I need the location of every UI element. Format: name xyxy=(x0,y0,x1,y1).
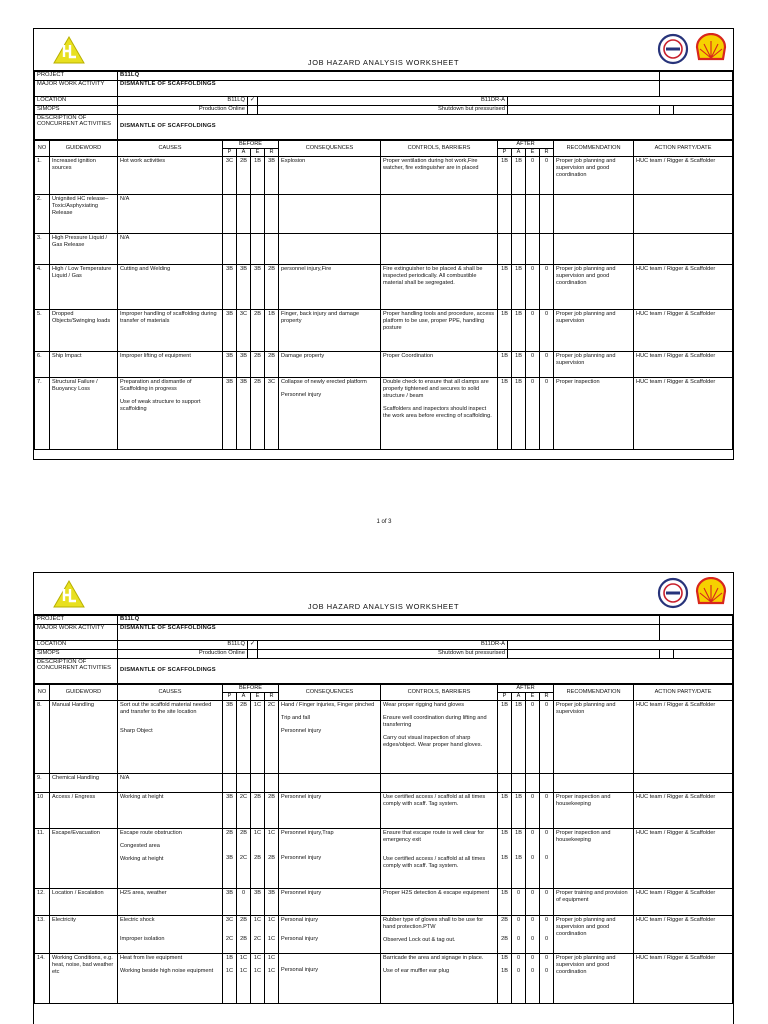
page-number: 1 of 3 xyxy=(376,519,392,525)
table-row: 14. Working Conditions, e.g. heat, noise, bad weather etc Heat from live equipment Working beside high noise equipment 1B 1C 1C 1C 1C 1C 1C 1C Personal injury Barricade the area and signage in place. Use of ear muffler ear plug 1B 1B 0 0 0 0 0 0 Proper job planning and supervision and good coordination HUC team / Rigger & Scaffolder xyxy=(35,953,733,1003)
simops-checkbox-1[interactable] xyxy=(248,650,258,659)
hazard-table-1: NO GUIDEWORD CAUSES BEFORE CONSEQUENCES CONTROLS, BARRIERS AFTER RECOMMENDATION ACTION PARTY/DATE P A E R P A E R 1. Increased ignition sources Hot work activities 3C 2B 1B 3B Explosion Proper ventilation during hot work,Fire watcher, fire extinguisher are in placed 1B 1B 0 0 Proper job planning and supervision and good coordination HUC team / Rigger & Scaffolder 2. Unignited HC release– Toxic/Asphyxiating Release N/A 3. High Pressure Liquid / Gas Release N/A 4. High / Low Temperature Liquid / Gas Cutting and Welding 3B 3B 3B 2B personnel injury,Fire Fire extinguisher to be placed & shall be inspected periodically. All combustible material shall be segregated. 1B 1B 0 0 Proper job planning and supervision and good coordination HUC team / Rigger & Scaffolder 5. Dropped Objects/Swinging loads Improper handling of scaffolding during transfer of materials 3B 3C 2B 1B Finger, back injury and damage property Proper handling tools and procedure, access platform to be use, proper PPE, handling posture 1B 1B 0 0 Proper job planning and supervision HUC team / Rigger & Scaffolder 6. Ship Impact Improper lifting of equipment 3B 3B 2B 2B Damage property Proper Coordination 1B 1B 0 0 Proper job planning and supervision HUC team / Rigger & Scaffolder 7. Structural Failure / Buoyancy Loss Preparation and dismantle of Scaffolding in progress Use of weak structure to support scaffolding 3B 3B 2B 3C Collapse of newly erected platform Personnel injury Double check to ensure that all clamps are properly tightened and secures to solid structure / beam Scaffolders and inspectors should inspect the work area before erecting of scaffolding. 1B 1B 0 0 Proper inspection HUC team / Rigger & Scaffolder xyxy=(34,140,733,450)
major-work-row: MAJOR WORK ACTIVITY DISMANTLE OF SCAFFOLDINGS xyxy=(35,625,733,641)
location-checkbox[interactable]: ✓ xyxy=(248,641,258,650)
table-row: 9. Chemical Handling N/A xyxy=(35,773,733,792)
partner-logos xyxy=(657,33,727,65)
location-checkbox[interactable]: ✓ xyxy=(248,97,258,106)
project-row: PROJECT B11LQ xyxy=(35,616,733,625)
table-row: 6. Ship Impact Improper lifting of equipment 3B 3B 2B 2B Damage property Proper Coordination 1B 1B 0 0 Proper job planning and supervision HUC team / Rigger & Scaffolder xyxy=(35,351,733,377)
project-info-table xyxy=(34,615,733,684)
hazard-table-2: NO GUIDEWORD CAUSES BEFORE CONSEQUENCES CONTROLS, BARRIERS AFTER RECOMMENDATION ACTION PARTY/DATE P A E R P A E R 8. Manual Handling Sort out the scaffold material needed and transfer to the site location Sharp Object 3B 2B 1C 2C Hand / Finger injuries, Finger pinched Trip and fall Personnel injury Wear proper rigging hand gloves Ensure well coordination during lifting and transferring Carry out visual inspection of sharp edges/object. Wear proper hand gloves. 1B 1B 0 0 Proper job planning and supervision HUC team / Rigger & Scaffolder 9. Chemical Handling N/A 10 Access / Engress Working at height 3B 2C 2B 2B Personnel injury Use certified access / scaffold at all times comply with scaff. Tag system. 1B 1B 0 0 Proper inspection and housekeeping HUC team / Rigger & Scaffolder 11. Escape/Evacuation Escape route obstruction Congested area Working at height 2B 3B 2B 2C 1C 2B 1C 2B Personnel injury,Trap Personnel injury Ensure that escape route is well clear for emergency exit Use certified access / scaffold at all times comply with scaff. Tag system. 1B 1B 1B 1B 0 0 0 0 Proper inspection and housekeeping HUC team / Rigger & Scaffolder 12. Location / Escalation H2S area, weather 3B 0 3B 3B Personnel injury Proper H2S detection & escape equipment 1B 0 0 0 Proper training and provision of equipment HUC team / Rigger & Scaffolder 13. Electricity Electric shock Improper isolation 3C 2C 2B 2B 1C 2C 1C 1C Personal injury Personal injury Rubber type of gloves shall to be use for hand protection.PTW Observed Lock out & tag out. 2B 2B 0 0 0 0 0 0 Proper job planning and supervision and good coordination HUC team / Rigger & Scaffolder 14. Working Conditions, e.g. heat, noise, bad weather etc Heat from live equipment Working beside high noise equipment 1B 1C 1C 1C 1C 1C 1C 1C Personal injury Barricade the area and signage in place. Use of ear muffler ear plug 1B 1B 0 0 0 0 0 0 Proper job planning and supervision and good coordination HUC team / Rigger & Scaffolder xyxy=(34,684,733,1004)
simops-checkbox-3[interactable] xyxy=(660,650,674,659)
concurrent-row: DESCRIPTION OF CONCURRENT ACTIVITIES DISMANTLE OF SCAFFOLDINGS xyxy=(35,115,733,140)
simops-checkbox-3[interactable] xyxy=(660,106,674,115)
location-row: LOCATION B11LQ ✓ B11DR-A xyxy=(35,641,733,650)
location-row: LOCATION B11LQ ✓ B11DR-A xyxy=(35,97,733,106)
concurrent-row: DESCRIPTION OF CONCURRENT ACTIVITIES DISMANTLE OF SCAFFOLDINGS xyxy=(35,659,733,684)
location-checkbox-2[interactable] xyxy=(508,97,733,106)
worksheet-page-2 xyxy=(33,572,734,1024)
seal-logo-icon xyxy=(659,35,687,63)
simops-row: SIMOPS Production Online Shutdown but pressurised xyxy=(35,650,733,659)
worksheet-page-1 xyxy=(33,28,734,460)
table-row: 7. Structural Failure / Buoyancy Loss Preparation and dismantle of Scaffolding in progress Use of weak structure to support scaffolding 3B 3B 2B 3C Collapse of newly erected platform Personnel injury Double check to ensure that all clamps are properly tightened and secures to solid structure / beam Scaffolders and inspectors should inspect the work area before erecting of scaffolding. 1B 1B 0 0 Proper inspection HUC team / Rigger & Scaffolder xyxy=(35,377,733,449)
simops-checkbox-2[interactable] xyxy=(508,650,660,659)
shell-logo-icon xyxy=(697,34,725,59)
table-row: 10 Access / Engress Working at height 3B 2C 2B 2B Personnel injury Use certified access / scaffold at all times comply with scaff. Tag system. 1B 1B 0 0 Proper inspection and housekeeping HUC team / Rigger & Scaffolder xyxy=(35,792,733,828)
table-row: 2. Unignited HC release– Toxic/Asphyxiating Release N/A xyxy=(35,194,733,233)
project-row: PROJECT B11LQ xyxy=(35,72,733,81)
major-work-row: MAJOR WORK ACTIVITY DISMANTLE OF SCAFFOLDINGS xyxy=(35,81,733,97)
page-title: JOB HAZARD ANALYSIS WORKSHEET xyxy=(307,602,460,611)
page-title: JOB HAZARD ANALYSIS WORKSHEET xyxy=(307,58,460,67)
simops-row: SIMOPS Production Online Shutdown but pressurised xyxy=(35,106,733,115)
location-checkbox-2[interactable] xyxy=(508,641,733,650)
simops-checkbox-1[interactable] xyxy=(248,106,258,115)
worksheet-header xyxy=(34,29,733,71)
shell-logo-icon xyxy=(697,578,725,603)
worksheet-header xyxy=(34,573,733,615)
table-row: 5. Dropped Objects/Swinging loads Improper handling of scaffolding during transfer of materials 3B 3C 2B 1B Finger, back injury and damage property Proper handling tools and procedure, access platform to be use, proper PPE, handling posture 1B 1B 0 0 Proper job planning and supervision HUC team / Rigger & Scaffolder xyxy=(35,309,733,351)
table-row: 11. Escape/Evacuation Escape route obstruction Congested area Working at height 2B 3B 2B 2C 1C 2B 1C 2B Personnel injury,Trap Personnel injury Ensure that escape route is well clear for emergency exit Use certified access / scaffold at all times comply with scaff. Tag system. 1B 1B 1B 1B 0 0 0 0 Proper inspection and housekeeping HUC team / Rigger & Scaffolder xyxy=(35,828,733,888)
table-row: 3. High Pressure Liquid / Gas Release N/A xyxy=(35,233,733,264)
table-row: 1. Increased ignition sources Hot work activities 3C 2B 1B 3B Explosion Proper ventilation during hot work,Fire watcher, fire extinguisher are in placed 1B 1B 0 0 Proper job planning and supervision and good coordination HUC team / Rigger & Scaffolder xyxy=(35,156,733,194)
seal-logo-icon xyxy=(659,579,687,607)
table-row: 12. Location / Escalation H2S area, weather 3B 0 3B 3B Personnel injury Proper H2S detection & escape equipment 1B 0 0 0 Proper training and provision of equipment HUC team / Rigger & Scaffolder xyxy=(35,888,733,915)
table-row: 13. Electricity Electric shock Improper isolation 3C 2C 2B 2B 1C 2C 1C 1C Personal injury Personal injury Rubber type of gloves shall to be use for hand protection.PTW Observed Lock out & tag out. 2B 2B 0 0 0 0 0 0 Proper job planning and supervision and good coordination HUC team / Rigger & Scaffolder xyxy=(35,915,733,953)
project-info-table xyxy=(34,71,733,140)
partner-logos xyxy=(657,577,727,609)
simops-checkbox-2[interactable] xyxy=(508,106,660,115)
table-row: 8. Manual Handling Sort out the scaffold material needed and transfer to the site location Sharp Object 3B 2B 1C 2C Hand / Finger injuries, Finger pinched Trip and fall Personnel injury Wear proper rigging hand gloves Ensure well coordination during lifting and transferring Carry out visual inspection of sharp edges/object. Wear proper hand gloves. 1B 1B 0 0 Proper job planning and supervision HUC team / Rigger & Scaffolder xyxy=(35,700,733,773)
table-row: 4. High / Low Temperature Liquid / Gas Cutting and Welding 3B 3B 3B 2B personnel injury,Fire Fire extinguisher to be placed & shall be inspected periodically. All combustible material shall be segregated. 1B 1B 0 0 Proper job planning and supervision and good coordination HUC team / Rigger & Scaffolder xyxy=(35,264,733,309)
